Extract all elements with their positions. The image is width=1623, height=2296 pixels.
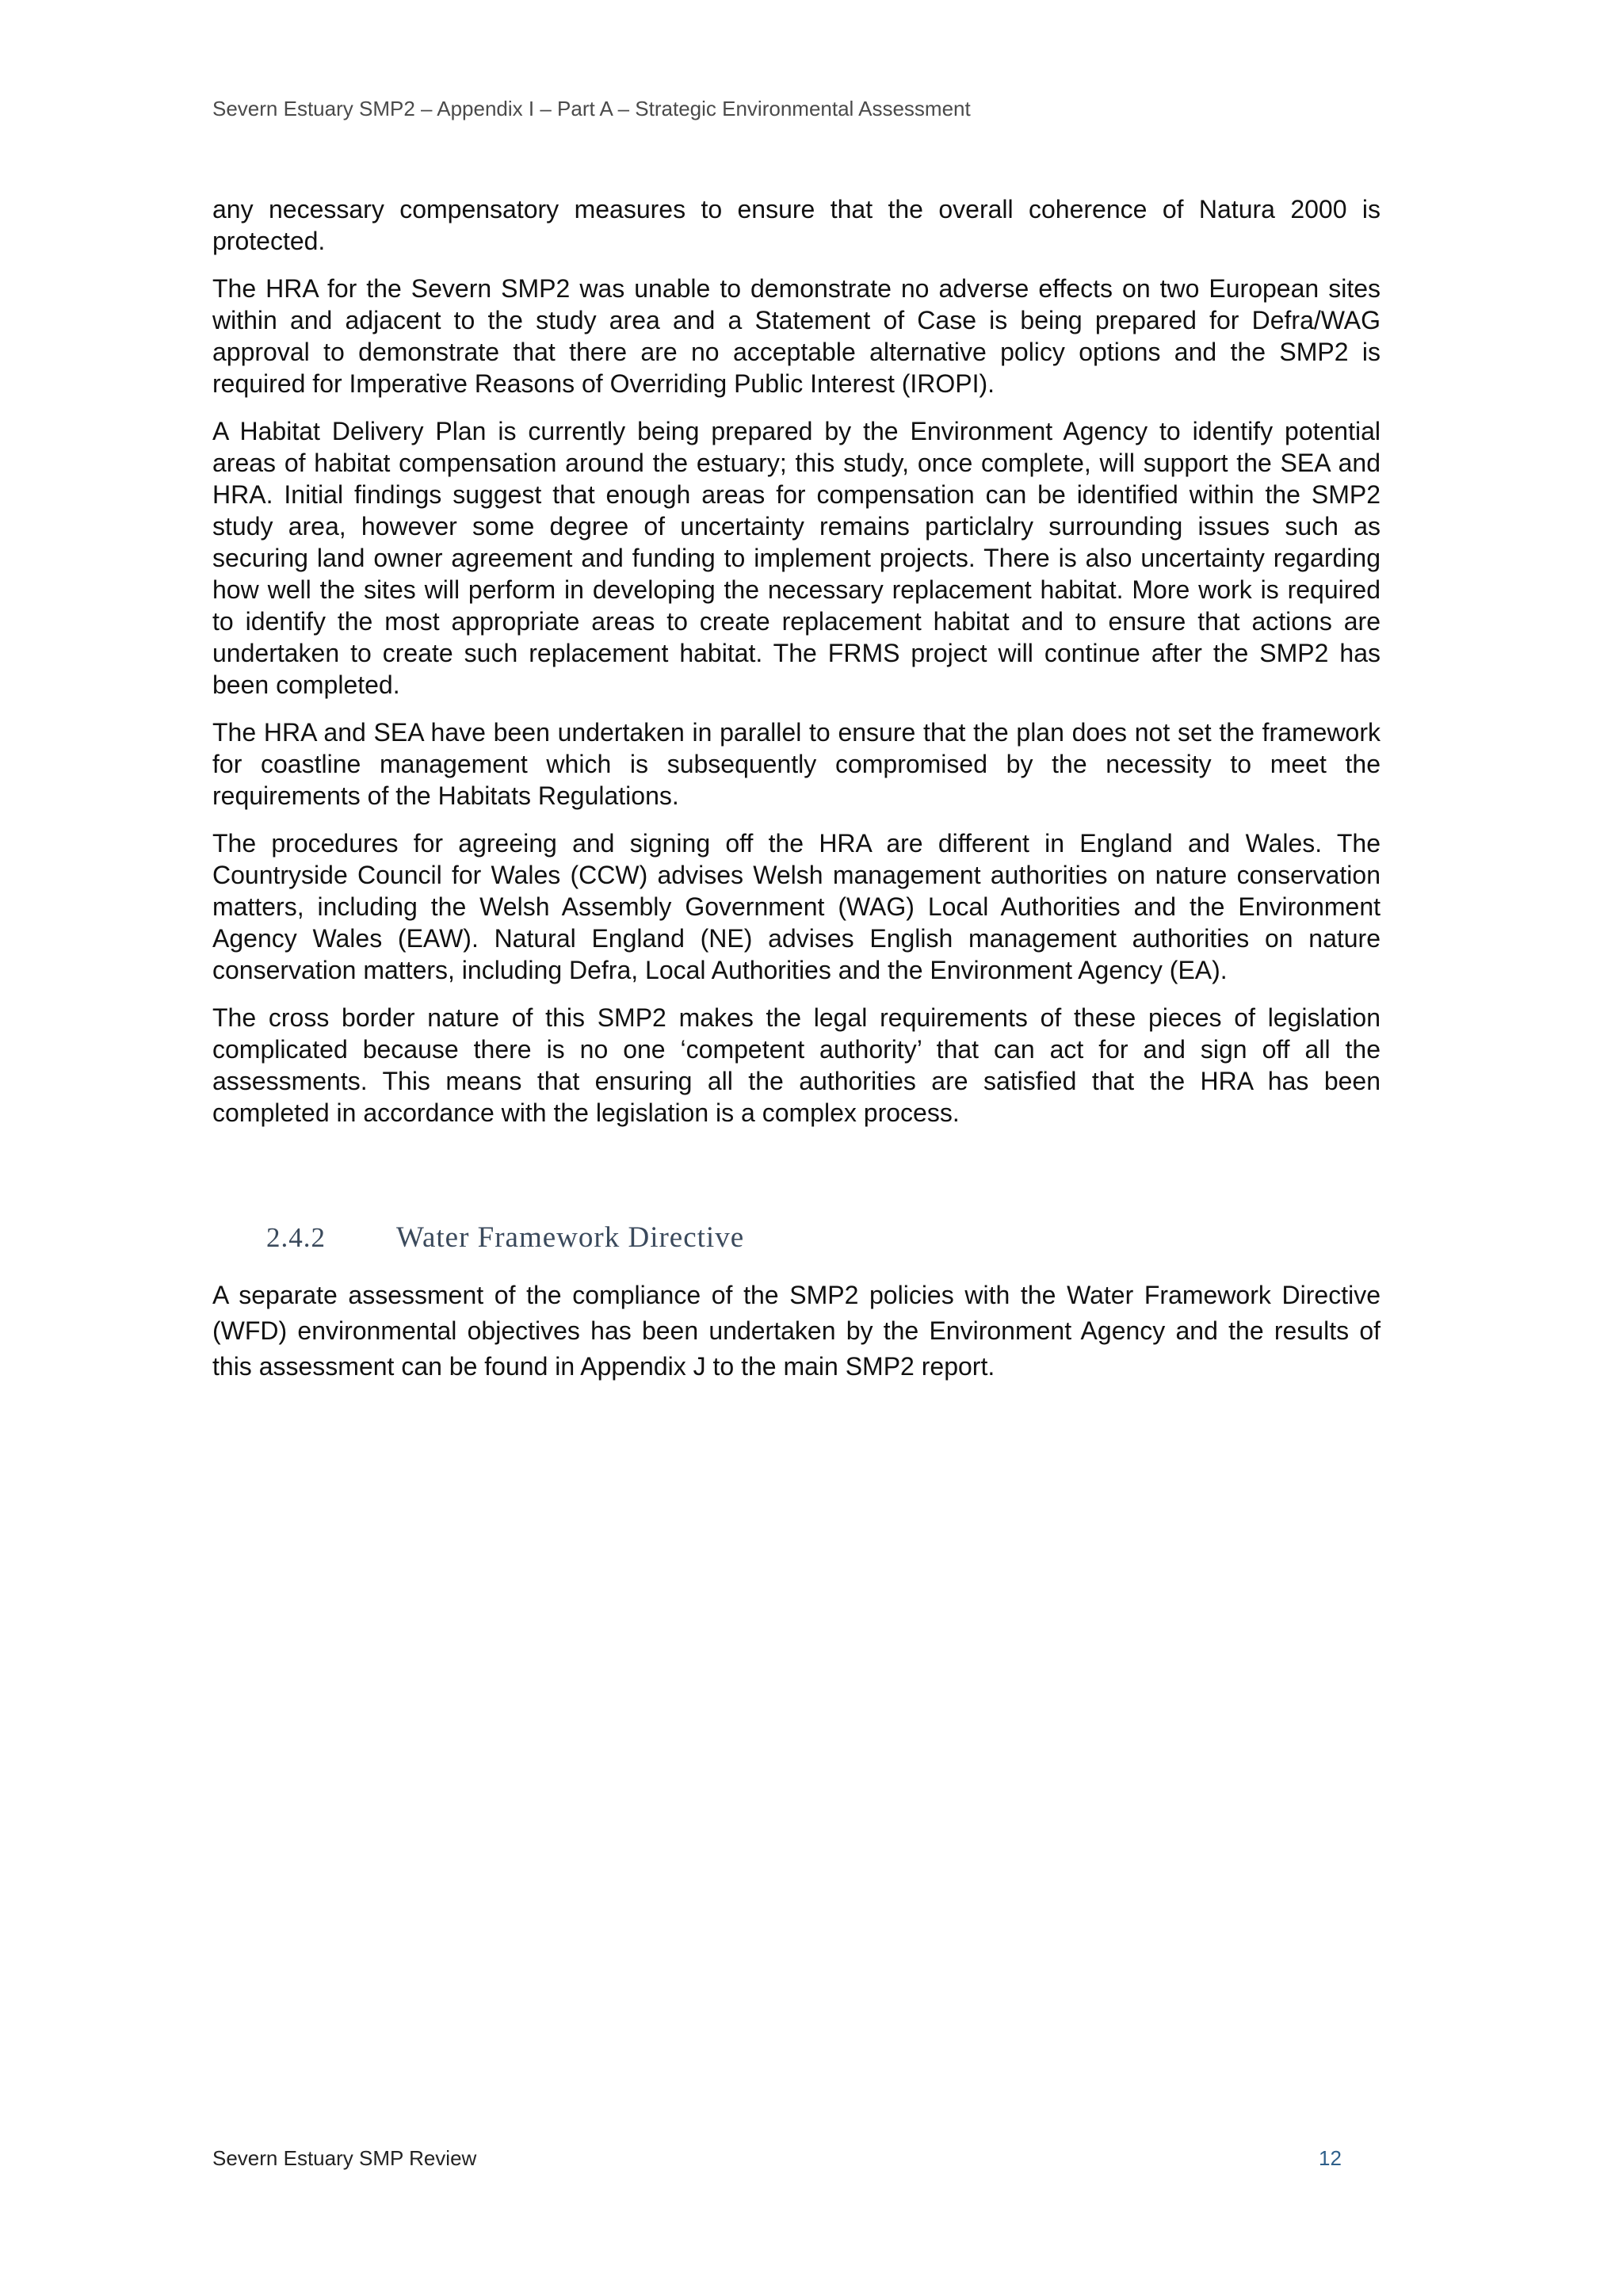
body-text xyxy=(212,193,1381,1144)
paragraph: The procedures for agreeing and signing off the HRA are different in England and Wales. The Countryside Council for Wales (CCW) advises Welsh management authorities on nature conservation matters, including the Welsh Assembly Government (WAG) Local Authorities and the Environment Agency Wales (EAW). Natural England (NE) advises English management authorities on nature conservation matters, including Defra, Local Authorities and the Environment Agency (EA). xyxy=(212,829,1381,984)
footer-title: Severn Estuary SMP Review xyxy=(212,2146,477,2170)
section-title: Water Framework Directive xyxy=(396,1221,745,1254)
page-number: 12 xyxy=(1319,2146,1342,2170)
paragraph: A separate assessment of the compliance of the SMP2 policies with the Water Framework Directive (WFD) environmental objectives has been undertaken by the Environment Agency and the results of this assessment can be found in Appendix J to the main SMP2 report. xyxy=(212,1281,1381,1381)
running-header: Severn Estuary SMP2 – Appendix I – Part A – Strategic Environmental Assessment xyxy=(212,97,971,120)
paragraph: The HRA and SEA have been undertaken in parallel to ensure that the plan does not set the framework for coastline management which is subsequently compromised by the necessity to meet the requirements of the Habitats Regulations. xyxy=(212,718,1381,810)
paragraph: A Habitat Delivery Plan is currently being prepared by the Environment Agency to identify potential areas of habitat compensation around the estuary; this study, once complete, will support the SEA and HRA. Initial findings suggest that enough areas for compensation can be identified within the SMP2 study area, however some degree of uncertainty remains particlalry surrounding issues such as securing land owner agreement and funding to implement projects. There is also uncertainty regarding how well the sites will perform in developing the necessary replacement habitat. More work is required to identify the most appropriate areas to create replacement habitat and to ensure that actions are undertaken to create such replacement habitat. The FRMS project will continue after the SMP2 has been completed. xyxy=(212,417,1381,699)
paragraph: The cross border nature of this SMP2 makes the legal requirements of these pieces of legislation complicated because there is no one ‘competent authority’ that can act for and sign off all the assessments. This means that ensuring all the authorities are satisfied that the HRA has been completed in accordance with the legislation is a complex process. xyxy=(212,1003,1381,1127)
section-body xyxy=(212,1278,1381,1385)
paragraph: The HRA for the Severn SMP2 was unable to demonstrate no adverse effects on two European sites within and adjacent to the study area and a Statement of Case is being prepared for Defra/WAG approval to demonstrate that there are no acceptable alternative policy options and the SMP2 is required for Imperative Reasons of Overriding Public Interest (IROPI). xyxy=(212,274,1381,398)
paragraph: any necessary compensatory measures to ensure that the overall coherence of Natura 2000 is protected. xyxy=(212,195,1381,255)
section-number: 2.4.2 xyxy=(266,1222,326,1253)
section-heading xyxy=(266,1221,744,1255)
